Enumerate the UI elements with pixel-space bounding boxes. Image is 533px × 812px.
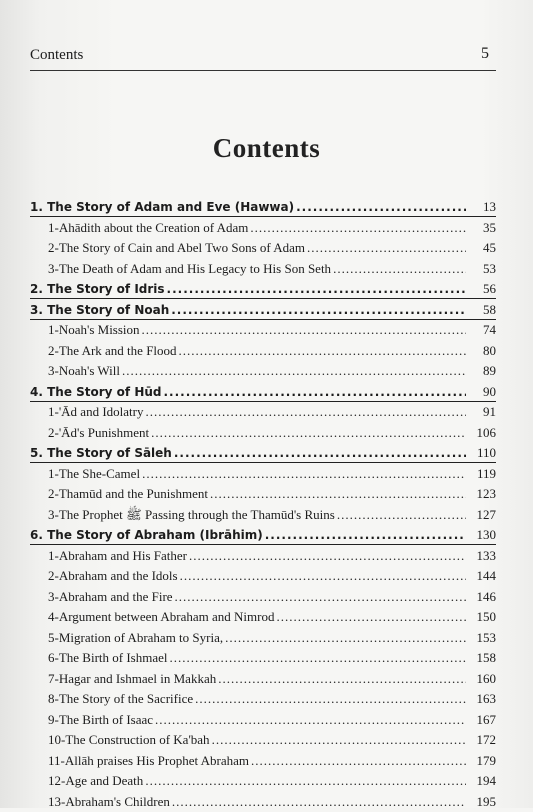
toc-page-number: 158 (477, 648, 497, 669)
toc-dot-leader (175, 587, 466, 608)
toc-entry-title: 1-Abraham and His Father (48, 546, 189, 567)
toc-subentry (30, 259, 496, 280)
toc-dot-leader (296, 197, 466, 218)
toc-page-number: 133 (477, 546, 497, 567)
toc-entry-title: 3-Abraham and the Fire (48, 587, 175, 608)
toc-entry-title: 11-Allāh praises His Prophet Abraham (48, 751, 251, 772)
toc-entry-title: 2-Thamūd and the Punishment (48, 484, 210, 505)
toc-entry-title: 1-'Ād and Idolatry (48, 402, 145, 423)
toc-dot-leader (167, 279, 466, 300)
toc-page-number: 89 (483, 361, 496, 382)
toc-entry-title: 1-Ahādith about the Creation of Adam (48, 218, 250, 239)
toc-leader-line (48, 648, 466, 669)
toc-leader-line (48, 361, 466, 382)
toc-leader-line (48, 505, 466, 526)
toc-entry-title: 3-The Prophet ﷺ Passing through the Thamūd's Ruins (48, 505, 337, 526)
toc-leader-line (48, 689, 466, 710)
toc-page-number: 13 (483, 197, 496, 218)
toc-subentry (30, 546, 496, 567)
toc-dot-leader (145, 771, 466, 792)
toc-subentry (30, 771, 496, 792)
toc-page-number: 153 (477, 628, 497, 649)
toc-entry-title: 2. The Story of Idris (30, 279, 167, 300)
toc-dot-leader (218, 669, 466, 690)
toc-leader-line (48, 771, 466, 792)
toc-leader-line (48, 423, 466, 444)
toc-subentry (30, 238, 496, 259)
toc-dot-leader (174, 443, 466, 464)
toc-leader-line (30, 197, 466, 218)
toc-leader-line (30, 525, 466, 546)
toc-leader-line (48, 710, 466, 731)
toc-leader-line (48, 730, 466, 751)
toc-entry-title: 6-The Birth of Ishmael (48, 648, 170, 669)
toc-entry-title: 3. The Story of Noah (30, 300, 171, 321)
toc-entry-title: 2-The Ark and the Flood (48, 341, 179, 362)
toc-subentry (30, 648, 496, 669)
toc-leader-line (30, 300, 466, 321)
page-number: 5 (481, 45, 489, 63)
toc-leader-line (48, 484, 466, 505)
toc-leader-line (48, 402, 466, 423)
toc-dot-leader (155, 710, 466, 731)
toc-subentry (30, 505, 496, 526)
toc-page-number: 144 (477, 566, 497, 587)
toc-page-number: 127 (477, 505, 497, 526)
toc-leader-line (48, 607, 466, 628)
toc-chapter-entry (30, 300, 496, 321)
toc-dot-leader (171, 300, 466, 321)
toc-dot-leader (250, 218, 466, 239)
toc-entry-title: 5-Migration of Abraham to Syria, (48, 628, 225, 649)
toc-page-number: 172 (477, 730, 497, 751)
toc-subentry (30, 730, 496, 751)
toc-page-number: 35 (483, 218, 496, 239)
toc-dot-leader (333, 259, 466, 280)
toc-subentry (30, 320, 496, 341)
toc-leader-line (48, 751, 466, 772)
toc-leader-line (48, 341, 466, 362)
toc-subentry (30, 710, 496, 731)
toc-leader-line (48, 464, 466, 485)
toc-page-number: 194 (477, 771, 497, 792)
toc-dot-leader (172, 792, 466, 812)
toc-dot-leader (307, 238, 466, 259)
toc-page-number: 74 (483, 320, 496, 341)
toc-entry-title: 12-Age and Death (48, 771, 145, 792)
toc-page-number: 150 (477, 607, 497, 628)
toc-dot-leader (179, 341, 466, 362)
toc-dot-leader (145, 402, 466, 423)
toc-dot-leader (180, 566, 466, 587)
running-head: Contents (30, 47, 83, 64)
toc-subentry (30, 484, 496, 505)
toc-chapter-entry (30, 197, 496, 218)
toc-chapter-entry (30, 279, 496, 300)
toc-dot-leader (337, 505, 466, 526)
toc-page-number: 167 (477, 710, 497, 731)
toc-dot-leader (251, 751, 466, 772)
toc-subentry (30, 587, 496, 608)
toc-page-number: 163 (477, 689, 497, 710)
toc-subentry (30, 464, 496, 485)
toc-chapter-entry (30, 525, 496, 546)
toc-entry-title: 3-The Death of Adam and His Legacy to His Son Seth (48, 259, 333, 280)
toc-subentry (30, 423, 496, 444)
toc-leader-line (30, 382, 466, 403)
toc-leader-line (48, 320, 466, 341)
toc-entry-title: 10-The Construction of Ka'bah (48, 730, 212, 751)
toc-leader-line (48, 218, 466, 239)
toc-leader-line (48, 238, 466, 259)
toc-page-number: 91 (483, 402, 496, 423)
toc-page-number: 123 (477, 484, 497, 505)
toc-subentry (30, 792, 496, 812)
toc-chapter-entry (30, 443, 496, 464)
toc-leader-line (30, 443, 466, 464)
toc-entry-title: 6. The Story of Abraham (Ibrāhim) (30, 525, 265, 546)
toc-leader-line (48, 669, 466, 690)
toc-dot-leader (151, 423, 466, 444)
toc-page-number: 90 (483, 382, 496, 403)
toc-dot-leader (210, 484, 466, 505)
toc-page-number: 146 (477, 587, 497, 608)
toc-subentry (30, 669, 496, 690)
toc-page-number: 160 (477, 669, 497, 690)
header-rule (30, 70, 496, 71)
toc-entry-title: 2-'Ād's Punishment (48, 423, 151, 444)
table-of-contents (30, 197, 496, 812)
toc-dot-leader (142, 320, 466, 341)
toc-subentry (30, 218, 496, 239)
toc-dot-leader (164, 382, 467, 403)
toc-entry-title: 9-The Birth of Isaac (48, 710, 155, 731)
toc-page-number: 58 (483, 300, 496, 321)
toc-dot-leader (122, 361, 466, 382)
toc-dot-leader (276, 607, 466, 628)
toc-page-number: 130 (477, 525, 497, 546)
toc-chapter-entry (30, 382, 496, 403)
toc-leader-line (48, 587, 466, 608)
toc-leader-line (48, 792, 466, 812)
toc-dot-leader (195, 689, 466, 710)
toc-dot-leader (212, 730, 466, 751)
toc-dot-leader (189, 546, 466, 567)
toc-subentry (30, 628, 496, 649)
toc-page-number: 119 (477, 464, 496, 485)
toc-entry-title: 4-Argument between Abraham and Nimrod (48, 607, 276, 628)
toc-dot-leader (170, 648, 467, 669)
toc-entry-title: 1-Noah's Mission (48, 320, 142, 341)
toc-leader-line (48, 628, 466, 649)
toc-subentry (30, 751, 496, 772)
toc-subentry (30, 361, 496, 382)
toc-page-number: 110 (477, 443, 496, 464)
toc-page-number: 179 (477, 751, 497, 772)
toc-entry-title: 2-The Story of Cain and Abel Two Sons of Adam (48, 238, 307, 259)
toc-entry-title: 8-The Story of the Sacrifice (48, 689, 195, 710)
toc-page-number: 106 (477, 423, 497, 444)
toc-page-number: 195 (477, 792, 497, 812)
toc-subentry (30, 607, 496, 628)
toc-page-number: 80 (483, 341, 496, 362)
toc-page-number: 53 (483, 259, 496, 280)
toc-entry-title: 2-Abraham and the Idols (48, 566, 180, 587)
toc-dot-leader (265, 525, 466, 546)
toc-leader-line (48, 259, 466, 280)
toc-leader-line (30, 279, 466, 300)
toc-entry-title: 3-Noah's Will (48, 361, 122, 382)
toc-leader-line (48, 566, 466, 587)
page-title: Contents (0, 133, 533, 164)
toc-entry-title: 13-Abraham's Children (48, 792, 172, 812)
toc-page-number: 45 (483, 238, 496, 259)
toc-entry-title: 1-The She-Camel (48, 464, 142, 485)
toc-subentry (30, 689, 496, 710)
toc-leader-line (48, 546, 466, 567)
toc-subentry (30, 402, 496, 423)
toc-dot-leader (142, 464, 466, 485)
toc-dot-leader (225, 628, 466, 649)
toc-entry-title: 4. The Story of Hūd (30, 382, 164, 403)
toc-entry-title: 7-Hagar and Ishmael in Makkah (48, 669, 218, 690)
toc-subentry (30, 566, 496, 587)
toc-page-number: 56 (483, 279, 496, 300)
toc-entry-title: 1. The Story of Adam and Eve (Hawwa) (30, 197, 296, 218)
toc-subentry (30, 341, 496, 362)
toc-entry-title: 5. The Story of Sāleh (30, 443, 174, 464)
